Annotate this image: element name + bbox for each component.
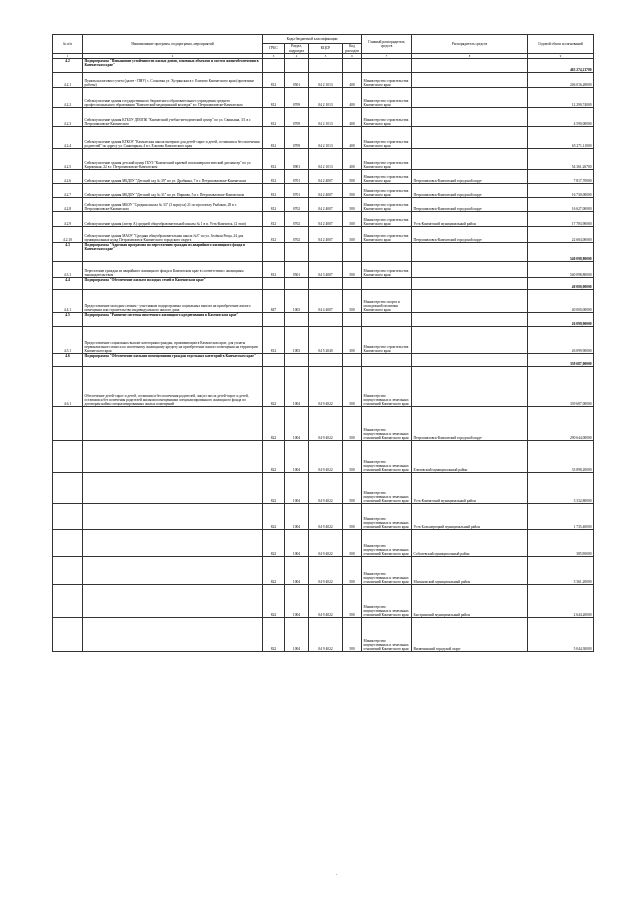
row-number: 4.2.1 — [53, 73, 83, 88]
row-razdel: 0709 — [285, 108, 309, 127]
row-name: Подпрограмма "Повышение устойчивости жилых домов, основных объектов и систем жизнеобеспечения в Камчатском крае" — [83, 59, 263, 73]
row-number — [53, 585, 83, 618]
row-amount: 5 044,30000 — [528, 618, 594, 652]
row-ksr: 04 9 4022 — [309, 618, 343, 652]
column-index-cell: 3 — [263, 54, 285, 59]
row-name: Подпрограмма "Обеспечение жилыми помещениями граждан отдельных категорий в Камчатском крае" — [83, 354, 263, 367]
row-recipient — [412, 149, 528, 170]
row-ksr — [309, 354, 343, 367]
row-razdel: 1003 — [285, 290, 309, 313]
row-main-manager — [362, 354, 412, 367]
row-number: 4.2.5 — [53, 149, 83, 170]
row-name — [83, 473, 263, 504]
row-grbs: 822 — [263, 530, 285, 557]
row-ksr: 04 2 4007 — [309, 170, 343, 184]
header-num: № п/п — [53, 35, 83, 54]
row-number: 4.2.4 — [53, 127, 83, 149]
row-name — [83, 585, 263, 618]
table-row — [53, 149, 594, 170]
row-recipient — [412, 367, 528, 407]
row-amount: 7 817,70000 — [528, 170, 594, 184]
row-ksr: 04 9 4022 — [309, 407, 343, 441]
row-razdel: 0709 — [285, 127, 309, 149]
row-main-manager: Министерство строительства Камчатского края — [362, 198, 412, 212]
row-recipient — [412, 243, 528, 262]
column-index-cell: 2 — [83, 54, 263, 59]
row-grbs: 812 — [263, 227, 285, 243]
row-recipient — [412, 313, 528, 327]
row-main-manager: Министерство строительства Камчатского края — [362, 227, 412, 243]
row-number: 4.5.1 — [53, 327, 83, 354]
header-ksr: КЦСР — [309, 44, 343, 54]
row-name: Сейсмоусиление здания (литер А) средней общеобразовательной школы № 1 в п. Усть-Камчатск, (2 этап) — [83, 212, 263, 227]
row-ksr: 04 2 4007 — [309, 227, 343, 243]
table-body — [53, 59, 594, 652]
row-grbs — [263, 313, 285, 327]
row-recipient: Усть-Большерецкий муниципальный район — [412, 504, 528, 530]
column-index-cell: 4 — [285, 54, 309, 59]
row-amount: 1 735,40000 — [528, 504, 594, 530]
row-name: Сейсмоусиление здания государственного бюджетного образовательного учреждения среднего профессионального образования "Камчатский медицинский колледж" в г. Петропавловске-Камчатском — [83, 88, 263, 108]
row-recipient: Усть-Камчатский муниципальный район — [412, 212, 528, 227]
row-recipient: Елизовский муниципальный район — [412, 441, 528, 473]
row-name: Подпрограмма "Адресная программа по переселению граждан из аварийного жилищного фонда в Камчатском крае" — [83, 243, 263, 262]
row-kvr: 500 — [343, 290, 362, 313]
row-ksr: 04 5 2040 — [309, 327, 343, 354]
row-amount: 40 000,00000 — [528, 278, 594, 290]
row-ksr: 04 9 4022 — [309, 557, 343, 585]
row-razdel: 0702 — [285, 212, 309, 227]
row-kvr: 500 — [343, 367, 362, 407]
row-recipient — [412, 354, 528, 367]
row-amount: 2 644,20000 — [528, 585, 594, 618]
row-recipient: Соболевский муниципальный район — [412, 530, 528, 557]
row-razdel — [285, 278, 309, 290]
row-main-manager: Министерство имущественных и земельных отношений Камчатского края — [362, 618, 412, 652]
row-recipient — [412, 327, 528, 354]
table-row — [53, 585, 594, 618]
row-razdel: 0701 — [285, 170, 309, 184]
column-index-cell: 7 — [362, 54, 412, 59]
row-razdel: 1004 — [285, 557, 309, 585]
row-name — [83, 504, 263, 530]
row-name: Сейсмоусиление здания КГБОУ ДПОПК "Камчатский учебно-методический центр" по ул. Свиньина, 3/1 в г. Петропавловске-Камчатском — [83, 108, 263, 127]
row-razdel — [285, 243, 309, 262]
row-razdel — [285, 354, 309, 367]
header-name: Наименование программ, подпрограмм, мероприятий — [83, 35, 263, 54]
row-grbs: 812 — [263, 73, 285, 88]
row-ksr: 04 2 1013 — [309, 108, 343, 127]
row-grbs — [263, 243, 285, 262]
row-razdel: 0501 — [285, 73, 309, 88]
row-name — [83, 618, 263, 652]
budget-table — [52, 34, 594, 652]
row-amount: 540 098,80000 — [528, 243, 594, 262]
row-main-manager: Министерство строительства Камчатского края — [362, 108, 412, 127]
row-number: 4.5 — [53, 313, 83, 327]
row-amount: 463 274,21700 — [528, 59, 594, 73]
subprogram-row — [53, 313, 594, 327]
row-main-manager: Министерство имущественных и земельных отношений Камчатского края — [362, 557, 412, 585]
row-number: 4.2.3 — [53, 108, 83, 127]
row-amount: 54 361,26700 — [528, 149, 594, 170]
header-kvr: Код расходов — [343, 44, 362, 54]
table-row — [53, 184, 594, 198]
header-kbk-group: Коды бюджетной классификации — [263, 35, 362, 44]
row-main-manager — [362, 278, 412, 290]
row-number — [53, 557, 83, 585]
row-main-manager: Министерство имущественных и земельных отношений Камчатского края — [362, 441, 412, 473]
row-kvr — [343, 243, 362, 262]
table-row — [53, 290, 594, 313]
row-kvr: 500 — [343, 227, 362, 243]
row-number — [53, 530, 83, 557]
row-ksr — [309, 313, 343, 327]
row-grbs: 822 — [263, 618, 285, 652]
row-ksr: 04 9 4022 — [309, 367, 343, 407]
subprogram-row — [53, 354, 594, 367]
row-recipient — [412, 108, 528, 127]
row-kvr: 500 — [343, 407, 362, 441]
row-recipient: Петропавловск-Камчатский городской округ — [412, 170, 528, 184]
row-grbs: 812 — [263, 149, 285, 170]
row-ksr: 04 2 4007 — [309, 184, 343, 198]
row-amount: 339 687,00000 — [528, 367, 594, 407]
row-main-manager: Министерство строительства Камчатского края — [362, 212, 412, 227]
row-amount: 385,90000 — [528, 530, 594, 557]
row-razdel: 1004 — [285, 407, 309, 441]
row-grbs: 822 — [263, 473, 285, 504]
row-recipient: Петропавловск-Камчатский городской округ — [412, 227, 528, 243]
row-recipient — [412, 278, 528, 290]
row-kvr: 300 — [343, 327, 362, 354]
row-kvr: 500 — [343, 473, 362, 504]
row-number: 4.6 — [53, 354, 83, 367]
row-razdel: 1004 — [285, 585, 309, 618]
row-amount: 12 290,74000 — [528, 88, 594, 108]
row-ksr: 04 2 4007 — [309, 198, 343, 212]
subprogram-row — [53, 243, 594, 262]
row-number — [53, 504, 83, 530]
row-recipient: Усть-Камчатский муниципальный район — [412, 473, 528, 504]
row-name: Предоставление молодым семьям - участникам подпрограммы социальных выплат на приобретение жилого помещения или строительство индивидуального жилого дома — [83, 290, 263, 313]
row-grbs: 812 — [263, 170, 285, 184]
row-number: 4.3.1 — [53, 262, 83, 278]
table-row — [53, 108, 594, 127]
row-main-manager: Министерство строительства Камчатского края — [362, 184, 412, 198]
table-row — [53, 407, 594, 441]
subprogram-row — [53, 59, 594, 73]
table-row — [53, 327, 594, 354]
row-recipient — [412, 290, 528, 313]
row-razdel: 1003 — [285, 327, 309, 354]
row-name: Сейсмоусиление здания КГКОУ "Камчатская школа-интернат для детей-сирот и детей, оставшихся без попечения родителей" по адресу ул. Санитарная, 4 в г. Елизово Камчатского края — [83, 127, 263, 149]
row-grbs: 812 — [263, 88, 285, 108]
row-recipient — [412, 73, 528, 88]
table-row — [53, 504, 594, 530]
row-amount: 290 644,00000 — [528, 407, 594, 441]
row-name — [83, 407, 263, 441]
row-kvr: 500 — [343, 504, 362, 530]
row-amount: 4 590,00000 — [528, 108, 594, 127]
row-amount: 22 684,00000 — [528, 227, 594, 243]
row-kvr: 400 — [343, 88, 362, 108]
row-kvr — [343, 313, 362, 327]
row-ksr: 04 3 4007 — [309, 262, 343, 278]
row-kvr: 400 — [343, 108, 362, 127]
table-row — [53, 367, 594, 407]
table-row — [53, 262, 594, 278]
row-name: Переселение граждан из аварийного жилищного фонда в Камчатском крае в соответствии с жилищным законодательством — [83, 262, 263, 278]
row-main-manager: Министерство строительства Камчатского края — [362, 127, 412, 149]
row-main-manager: Министерство имущественных и земельных отношений Камчатского края — [362, 407, 412, 441]
subprogram-row — [53, 278, 594, 290]
row-amount: 26 099,90000 — [528, 313, 594, 327]
row-number: 4.2.9 — [53, 212, 83, 227]
row-razdel: 1004 — [285, 441, 309, 473]
row-amount: 540 098,80000 — [528, 262, 594, 278]
row-name: Сейсмоусиление здания МБДОУ "Детский сад № 39" по ул. Драбкина, 7 в г. Петропавловске-Камчатском — [83, 170, 263, 184]
page-footer-mark: - — [336, 872, 338, 877]
row-kvr — [343, 278, 362, 290]
column-index-cell: 9 — [528, 54, 594, 59]
row-ksr: 04 9 4022 — [309, 441, 343, 473]
row-recipient: Быстринский муниципальный район — [412, 585, 528, 618]
row-recipient — [412, 88, 528, 108]
row-number: 4.2.2 — [53, 88, 83, 108]
row-name: Пункты налогового учета (далее - ПНУ) с. Сосновка ул. Хутрянская в г. Елизово Камчатского края (проектные работы) — [83, 73, 263, 88]
row-grbs: 822 — [263, 585, 285, 618]
row-main-manager: Министерство имущественных и земельных отношений Камчатского края — [362, 504, 412, 530]
row-razdel: 1004 — [285, 473, 309, 504]
row-amount: 33 898,20000 — [528, 441, 594, 473]
row-kvr: 500 — [343, 530, 362, 557]
row-ksr: 04 2 1013 — [309, 127, 343, 149]
table-row — [53, 127, 594, 149]
row-amount: 16 730,00000 — [528, 184, 594, 198]
row-amount: 40 000,00000 — [528, 290, 594, 313]
row-main-manager: Министерство строительства Камчатского края — [362, 327, 412, 354]
row-recipient: Петропавловск-Камчатский городской округ — [412, 198, 528, 212]
row-main-manager — [362, 313, 412, 327]
row-number: 4.2.6 — [53, 170, 83, 184]
row-name — [83, 557, 263, 585]
row-number — [53, 441, 83, 473]
row-kvr: 500 — [343, 198, 362, 212]
row-main-manager: Министерство строительства Камчатского края — [362, 262, 412, 278]
row-kvr: 400 — [343, 127, 362, 149]
table-row — [53, 170, 594, 184]
row-razdel: 0501 — [285, 262, 309, 278]
row-amount: 3 332,80000 — [528, 473, 594, 504]
row-kvr: 500 — [343, 557, 362, 585]
row-recipient — [412, 59, 528, 73]
row-name: Сейсмоусиление здания МБОУ "Средняя школа № 33" (3 корпуса) 21 по проспекту Рыбаков, 28 в г. Петропавловске-Камчатском — [83, 198, 263, 212]
row-main-manager — [362, 59, 412, 73]
row-grbs: 822 — [263, 557, 285, 585]
row-grbs: 822 — [263, 367, 285, 407]
row-ksr: 04 9 4022 — [309, 530, 343, 557]
header-recipient: Распорядитель средств — [412, 35, 528, 54]
row-grbs: 812 — [263, 327, 285, 354]
header-main-manager: Главный распорядитель средств — [362, 35, 412, 54]
row-ksr: 04 2 1013 — [309, 149, 343, 170]
row-ksr: 04 2 1013 — [309, 73, 343, 88]
column-index-cell: 8 — [412, 54, 528, 59]
row-name: Сейсмоусиление здания МАОУ "Средняя общеобразовательная школа №3" по ул. Зелёная Роща, 24 для муниципальных нужд Петропавловск-Камчатского городского округа — [83, 227, 263, 243]
row-ksr: 04 2 4007 — [309, 212, 343, 227]
row-kvr: 500 — [343, 170, 362, 184]
row-ksr: 04 9 4022 — [309, 585, 343, 618]
row-grbs — [263, 354, 285, 367]
row-razdel — [285, 59, 309, 73]
row-grbs: 822 — [263, 441, 285, 473]
row-name: Предоставление социальных выплат категориям граждан, проживающим в Камчатском крае, для уплаты первоначального взноса по ипотечному жилищному кредиту на приобретение жилого помещения на территории Камчатского края — [83, 327, 263, 354]
row-number: 4.4.1 — [53, 290, 83, 313]
header-grbs: ГРБС — [263, 44, 285, 54]
budget-table-sheet — [52, 34, 593, 652]
row-number — [53, 473, 83, 504]
row-grbs: 822 — [263, 407, 285, 441]
row-grbs: 812 — [263, 108, 285, 127]
row-number — [53, 618, 83, 652]
row-razdel: 0702 — [285, 198, 309, 212]
row-kvr: 500 — [343, 212, 362, 227]
row-recipient — [412, 127, 528, 149]
row-kvr: 500 — [343, 262, 362, 278]
row-recipient: Петропавловск-Камчатский городской округ — [412, 184, 528, 198]
row-main-manager: Министерство строительства Камчатского края — [362, 170, 412, 184]
row-amount: 26 099,90000 — [528, 327, 594, 354]
table-row — [53, 618, 594, 652]
row-name: Сейсмоусиление здания детский центр ГБУЗ "Камчатский краевой психоневрологический диспансер" по ул. Кирпичная, 22 в г. Петропавловске-Камчатском — [83, 149, 263, 170]
row-ksr: 04 4 4007 — [309, 290, 343, 313]
table-row — [53, 88, 594, 108]
row-amount: 246 016,28000 — [528, 73, 594, 88]
table-row — [53, 441, 594, 473]
header-razdel: Раздел, подраздел — [285, 44, 309, 54]
row-grbs: 847 — [263, 290, 285, 313]
row-amount: 339 687,00000 — [528, 354, 594, 367]
row-name: Подпрограмма "Обеспечение жильем молодых семей в Камчатском крае" — [83, 278, 263, 290]
row-number: 4.2.7 — [53, 184, 83, 198]
row-razdel: 1004 — [285, 530, 309, 557]
table-row — [53, 557, 594, 585]
row-main-manager: Министерство строительства Камчатского края — [362, 73, 412, 88]
row-ksr — [309, 59, 343, 73]
row-kvr: 500 — [343, 441, 362, 473]
row-main-manager: Министерство имущественных и земельных отношений Камчатского края — [362, 473, 412, 504]
row-main-manager: Министерство имущественных и земельных отношений Камчатского края — [362, 585, 412, 618]
row-razdel: 0702 — [285, 227, 309, 243]
row-recipient: Петропавловск-Камчатский городской округ — [412, 407, 528, 441]
table-row — [53, 212, 594, 227]
row-grbs: 812 — [263, 184, 285, 198]
row-recipient — [412, 262, 528, 278]
row-main-manager: Министерство имущественных и земельных отношений Камчатского края — [362, 367, 412, 407]
row-razdel — [285, 313, 309, 327]
row-name: Сейсмоусиление здания МБДОУ "Детский сад № 31" по ул. Пиркова, 5 в г. Петропавловске-Камчатском — [83, 184, 263, 198]
row-number: 4.4 — [53, 278, 83, 290]
row-recipient: Мильковский муниципальный район — [412, 557, 528, 585]
row-number: 4.2.10 — [53, 227, 83, 243]
row-name: Обеспечение детей-сирот и детей, оставшихся без попечения родителей, лиц из числа детей-сирот и детей, оставшихся без попечения родителей жилыми помещениями специализированного жилищного фонда по договорам найма специализированных жилых помещений — [83, 367, 263, 407]
row-main-manager: Министерство строительства Камчатского края — [362, 88, 412, 108]
row-grbs: 822 — [263, 504, 285, 530]
row-main-manager — [362, 243, 412, 262]
row-grbs: 812 — [263, 212, 285, 227]
row-kvr — [343, 59, 362, 73]
row-number — [53, 407, 83, 441]
row-main-manager: Министерство имущественных и земельных отношений Камчатского края — [362, 530, 412, 557]
row-main-manager: Министерство спорта и молодежной политики Камчатского края — [362, 290, 412, 313]
row-number: 4.2.8 — [53, 198, 83, 212]
row-razdel: 0709 — [285, 88, 309, 108]
column-index-cell: 1 — [53, 54, 83, 59]
row-razdel: 0901 — [285, 149, 309, 170]
table-row — [53, 530, 594, 557]
row-name — [83, 441, 263, 473]
row-razdel: 1004 — [285, 367, 309, 407]
table-row — [53, 198, 594, 212]
row-kvr: 400 — [343, 149, 362, 170]
row-ksr: 04 9 4022 — [309, 473, 343, 504]
row-kvr: 400 — [343, 73, 362, 88]
header-amount: Годовой объем ассигнований — [528, 35, 594, 54]
table-row — [53, 227, 594, 243]
row-number: 4.3 — [53, 243, 83, 262]
row-amount: 65 271,11000 — [528, 127, 594, 149]
row-grbs — [263, 59, 285, 73]
row-amount: 17 783,90000 — [528, 212, 594, 227]
row-ksr: 04 9 4022 — [309, 504, 343, 530]
column-index-cell: 5 — [309, 54, 343, 59]
row-kvr: 500 — [343, 618, 362, 652]
row-number: 4.2 — [53, 59, 83, 73]
row-grbs: 812 — [263, 262, 285, 278]
row-razdel: 1004 — [285, 504, 309, 530]
row-kvr — [343, 354, 362, 367]
row-main-manager: Министерство строительства Камчатского края — [362, 149, 412, 170]
row-ksr — [309, 243, 343, 262]
row-razdel: 0701 — [285, 184, 309, 198]
row-kvr: 500 — [343, 585, 362, 618]
row-razdel: 1004 — [285, 618, 309, 652]
table-row — [53, 473, 594, 504]
row-name — [83, 530, 263, 557]
row-name: Подпрограмма "Развитие системы ипотечного жилищного кредитования в Камчатском крае" — [83, 313, 263, 327]
row-grbs: 812 — [263, 198, 285, 212]
row-amount: 5 361,20000 — [528, 557, 594, 585]
row-number: 4.6.1 — [53, 367, 83, 407]
row-ksr — [309, 278, 343, 290]
row-ksr: 04 2 1013 — [309, 88, 343, 108]
row-recipient: Вилючинский городской округ — [412, 618, 528, 652]
row-grbs: 812 — [263, 127, 285, 149]
row-kvr: 500 — [343, 184, 362, 198]
table-row — [53, 73, 594, 88]
row-grbs — [263, 278, 285, 290]
column-index-cell: 6 — [343, 54, 362, 59]
row-amount: 16 627,00000 — [528, 198, 594, 212]
